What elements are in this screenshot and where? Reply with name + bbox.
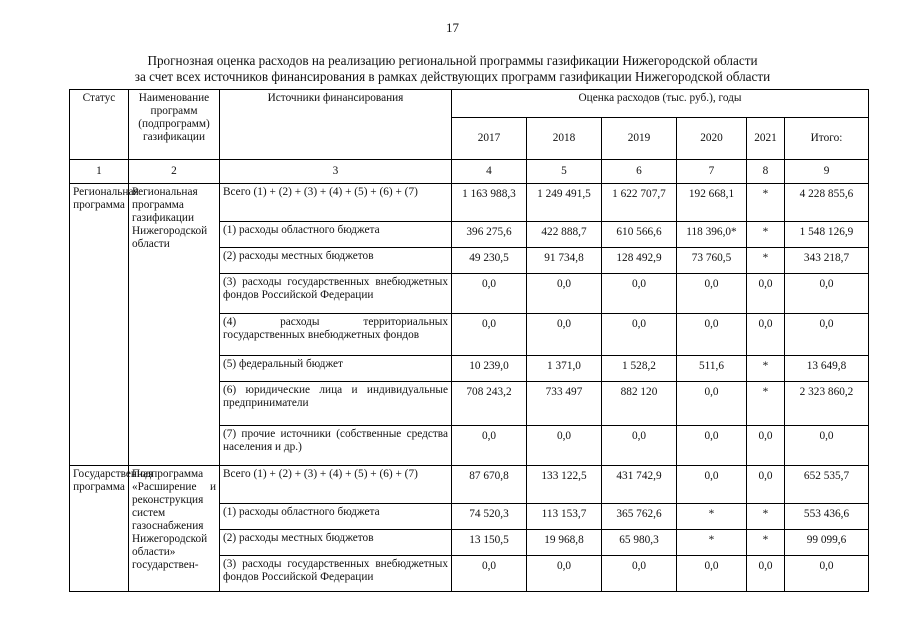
expense-value: 0,0 — [785, 274, 869, 314]
expense-value: 0,0 — [747, 314, 785, 356]
header-year-3: 2020 — [677, 118, 747, 160]
header-year-2: 2019 — [602, 118, 677, 160]
funding-source: (1) расходы областного бюджета — [220, 222, 452, 248]
expense-value: 882 120 — [602, 382, 677, 426]
column-number-3: 3 — [220, 160, 452, 184]
funding-source: Всего (1) + (2) + (3) + (4) + (5) + (6) + (7) — [220, 466, 452, 504]
funding-source: (2) расходы местных бюджетов — [220, 248, 452, 274]
expense-value: 0,0 — [452, 274, 527, 314]
expense-value: 708 243,2 — [452, 382, 527, 426]
header-year-1: 2018 — [527, 118, 602, 160]
expense-value: * — [747, 222, 785, 248]
expense-value: 0,0 — [677, 314, 747, 356]
expense-value: 10 239,0 — [452, 356, 527, 382]
expense-value: 13 649,8 — [785, 356, 869, 382]
column-number-2: 2 — [129, 160, 220, 184]
expense-value: 431 742,9 — [602, 466, 677, 504]
page-number: 17 — [446, 20, 459, 35]
expense-value: 0,0 — [785, 556, 869, 592]
expense-value: 0,0 — [602, 556, 677, 592]
expense-value: 610 566,6 — [602, 222, 677, 248]
expense-value: 113 153,7 — [527, 504, 602, 530]
expense-value: 0,0 — [677, 382, 747, 426]
funding-source: (3) расходы государственных внебюджетных фондов Российской Федерации — [220, 556, 452, 592]
column-number-8: 8 — [747, 160, 785, 184]
expenses-table — [69, 89, 869, 592]
program-status: Государственная программа — [70, 466, 129, 592]
expense-value: 0,0 — [602, 314, 677, 356]
title-line-2: за счет всех источников финансирования в рамках действующих программ газификации Нижегородской области — [134, 69, 771, 84]
expense-value: 0,0 — [785, 314, 869, 356]
expense-value: * — [747, 382, 785, 426]
expense-value: 1 249 491,5 — [527, 184, 602, 222]
expense-value: 0,0 — [677, 466, 747, 504]
expense-value: * — [747, 248, 785, 274]
header-status: Статус — [70, 90, 129, 160]
table-row — [70, 466, 869, 504]
program-name: Региональная программа газификации Нижегородской области — [129, 184, 220, 466]
expense-value: 343 218,7 — [785, 248, 869, 274]
expense-value: * — [747, 184, 785, 222]
header-year-5: Итого: — [785, 118, 869, 160]
expense-value: * — [677, 530, 747, 556]
funding-source: (7) прочие источники (собственные средства населения и др.) — [220, 426, 452, 466]
expense-value: 4 228 855,6 — [785, 184, 869, 222]
expense-value: 0,0 — [527, 556, 602, 592]
program-name: Подпрограмма «Расширение и реконструкция систем газоснабжения Нижегородской области» государствен- — [129, 466, 220, 592]
expense-value: 1 622 707,7 — [602, 184, 677, 222]
expense-value: 19 968,8 — [527, 530, 602, 556]
column-number-1: 1 — [70, 160, 129, 184]
expense-value: 733 497 — [527, 382, 602, 426]
expense-value: 192 668,1 — [677, 184, 747, 222]
expense-value: * — [747, 356, 785, 382]
funding-source: (2) расходы местных бюджетов — [220, 530, 452, 556]
expense-value: 0,0 — [527, 314, 602, 356]
document-title — [0, 53, 905, 85]
table-row — [70, 184, 869, 222]
expense-value: 652 535,7 — [785, 466, 869, 504]
expense-value: 87 670,8 — [452, 466, 527, 504]
funding-source: (5) федеральный бюджет — [220, 356, 452, 382]
program-status: Региональная программа — [70, 184, 129, 466]
expense-value: 74 520,3 — [452, 504, 527, 530]
header-sources: Источники финансирования — [220, 90, 452, 160]
expense-value: 91 734,8 — [527, 248, 602, 274]
column-number-4: 4 — [452, 160, 527, 184]
expense-value: 2 323 860,2 — [785, 382, 869, 426]
header-year-0: 2017 — [452, 118, 527, 160]
expense-value: 1 528,2 — [602, 356, 677, 382]
expense-value: 133 122,5 — [527, 466, 602, 504]
expense-value: 0,0 — [747, 466, 785, 504]
column-number-5: 5 — [527, 160, 602, 184]
expense-value: * — [677, 504, 747, 530]
expense-value: 1 548 126,9 — [785, 222, 869, 248]
expense-value: 0,0 — [527, 274, 602, 314]
expense-value: 0,0 — [677, 556, 747, 592]
funding-source: Всего (1) + (2) + (3) + (4) + (5) + (6) + (7) — [220, 184, 452, 222]
expense-value: 0,0 — [602, 426, 677, 466]
expense-value: 65 980,3 — [602, 530, 677, 556]
header-year-4: 2021 — [747, 118, 785, 160]
expense-value: 118 396,0* — [677, 222, 747, 248]
expense-value: 511,6 — [677, 356, 747, 382]
expense-value: 422 888,7 — [527, 222, 602, 248]
expense-value: 13 150,5 — [452, 530, 527, 556]
column-number-9: 9 — [785, 160, 869, 184]
expense-value: 0,0 — [452, 426, 527, 466]
funding-source: (3) расходы государственных внебюджетных фондов Российской Федерации — [220, 274, 452, 314]
expense-value: 0,0 — [527, 426, 602, 466]
column-number-7: 7 — [677, 160, 747, 184]
header-program-name: Наименование программ (подпрограмм) газификации — [129, 90, 220, 160]
expense-value: 0,0 — [452, 314, 527, 356]
expense-value: 73 760,5 — [677, 248, 747, 274]
expense-value: 128 492,9 — [602, 248, 677, 274]
expense-value: 0,0 — [677, 274, 747, 314]
expense-value: 1 371,0 — [527, 356, 602, 382]
funding-source: (4) расходы территориальных государственных внебюджетных фондов — [220, 314, 452, 356]
expense-value: 0,0 — [602, 274, 677, 314]
expense-value: 0,0 — [747, 556, 785, 592]
expense-value: 99 099,6 — [785, 530, 869, 556]
expense-value: 0,0 — [677, 426, 747, 466]
expense-value: 0,0 — [785, 426, 869, 466]
expense-value: 396 275,6 — [452, 222, 527, 248]
funding-source: (6) юридические лица и индивидуальные предприниматели — [220, 382, 452, 426]
funding-source: (1) расходы областного бюджета — [220, 504, 452, 530]
expense-value: 49 230,5 — [452, 248, 527, 274]
header-estimate: Оценка расходов (тыс. руб.), годы — [452, 90, 869, 118]
expense-value: 0,0 — [452, 556, 527, 592]
expense-value: 1 163 988,3 — [452, 184, 527, 222]
expense-value: * — [747, 530, 785, 556]
expense-value: 0,0 — [747, 274, 785, 314]
expense-value: * — [747, 504, 785, 530]
expense-value: 365 762,6 — [602, 504, 677, 530]
expense-value: 553 436,6 — [785, 504, 869, 530]
column-number-6: 6 — [602, 160, 677, 184]
expense-value: 0,0 — [747, 426, 785, 466]
title-line-1: Прогнозная оценка расходов на реализацию региональной программы газификации Нижегородской области — [147, 53, 758, 68]
